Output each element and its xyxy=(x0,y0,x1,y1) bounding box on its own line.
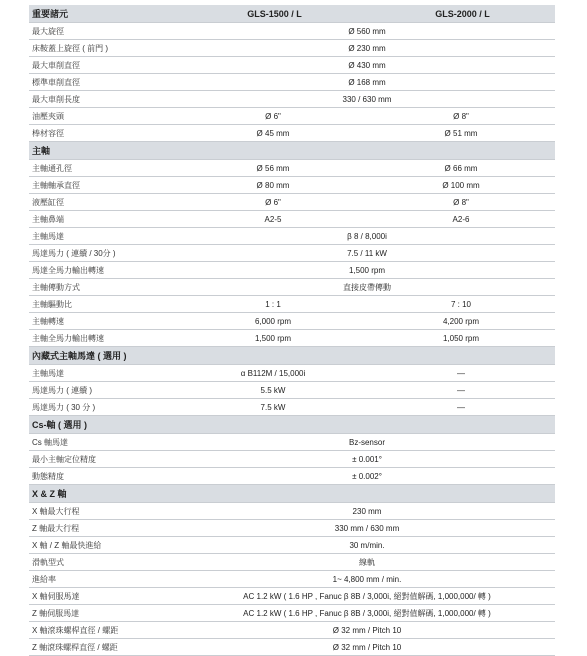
table-row xyxy=(29,588,555,605)
section-title: X & Z 軸 xyxy=(29,485,555,503)
section-header xyxy=(29,416,555,434)
spec-value-model-2: Ø 66 mm xyxy=(367,160,555,177)
spec-value-model-2: — xyxy=(367,399,555,416)
spec-label: Cs 軸馬達 xyxy=(29,434,179,451)
spec-value-model-1: Ø 6" xyxy=(179,108,367,125)
table-row xyxy=(29,520,555,537)
table-row xyxy=(29,622,555,639)
spec-value: 330 mm / 630 mm xyxy=(179,520,555,537)
section-header xyxy=(29,142,555,160)
table-row xyxy=(29,605,555,622)
spec-value: Ø 230 mm xyxy=(179,40,555,57)
spec-value: AC 1.2 kW ( 1.6 HP , Fanuc β 8B / 3,000i, 絕對值解碼, 1,000,000/ 轉 ) xyxy=(179,605,555,622)
spec-label: 馬達全馬力輸出轉速 xyxy=(29,262,179,279)
table-row xyxy=(29,503,555,520)
table-row xyxy=(29,434,555,451)
table-row xyxy=(29,639,555,656)
table-row xyxy=(29,571,555,588)
table-row xyxy=(29,330,555,347)
table-row xyxy=(29,554,555,571)
spec-value: Ø 560 mm xyxy=(179,23,555,40)
spec-label: X 軸最大行程 xyxy=(29,503,179,520)
header-label: 重要諸元 xyxy=(29,5,179,23)
spec-value-model-2: Ø 51 mm xyxy=(367,125,555,142)
spec-label: 床鞍蓋上旋徑 ( 前門 ) xyxy=(29,40,179,57)
spec-value: 1~ 4,800 mm / min. xyxy=(179,571,555,588)
table-row xyxy=(29,125,555,142)
table-row xyxy=(29,194,555,211)
spec-value: Ø 168 mm xyxy=(179,74,555,91)
spec-label: 主軸馬達 xyxy=(29,228,179,245)
spec-table xyxy=(29,5,555,656)
spec-table-body xyxy=(29,23,555,656)
header-model-1: GLS-1500 / L xyxy=(179,5,367,23)
spec-label: 最大旋徑 xyxy=(29,23,179,40)
spec-value-model-2: 1,050 rpm xyxy=(367,330,555,347)
spec-table-container xyxy=(29,5,555,656)
spec-label: 棒材容徑 xyxy=(29,125,179,142)
table-row xyxy=(29,382,555,399)
section-title: 主軸 xyxy=(29,142,555,160)
spec-label: 馬達馬力 ( 連續 ) xyxy=(29,382,179,399)
spec-value-model-1: A2-5 xyxy=(179,211,367,228)
spec-value-model-1: Ø 45 mm xyxy=(179,125,367,142)
spec-value-model-1: α B112M / 15,000i xyxy=(179,365,367,382)
table-row xyxy=(29,40,555,57)
spec-value: Ø 32 mm / Pitch 10 xyxy=(179,622,555,639)
section-title: 內藏式主軸馬達 ( 選用 ) xyxy=(29,347,555,365)
spec-label: 主軸傳動方式 xyxy=(29,279,179,296)
table-row xyxy=(29,177,555,194)
spec-label: 主軸通孔徑 xyxy=(29,160,179,177)
spec-label: 標準車削直徑 xyxy=(29,74,179,91)
spec-label: 油壓夾頭 xyxy=(29,108,179,125)
spec-value: ± 0.001° xyxy=(179,451,555,468)
spec-value-model-2: Ø 8" xyxy=(367,108,555,125)
spec-value-model-2: Ø 8" xyxy=(367,194,555,211)
spec-label: Z 軸最大行程 xyxy=(29,520,179,537)
spec-value-model-1: Ø 6" xyxy=(179,194,367,211)
spec-value-model-1: Ø 56 mm xyxy=(179,160,367,177)
spec-value-model-1: 1 : 1 xyxy=(179,296,367,313)
spec-label: 滑軌型式 xyxy=(29,554,179,571)
spec-value-model-1: 7.5 kW xyxy=(179,399,367,416)
spec-value-model-1: 1,500 rpm xyxy=(179,330,367,347)
spec-label: 進給率 xyxy=(29,571,179,588)
spec-value: 線軌 xyxy=(179,554,555,571)
spec-value: Bz-sensor xyxy=(179,434,555,451)
spec-label: 動態精度 xyxy=(29,468,179,485)
spec-label: 最小主軸定位精度 xyxy=(29,451,179,468)
spec-label: 最大車削直徑 xyxy=(29,57,179,74)
spec-value-model-2: — xyxy=(367,382,555,399)
spec-value-model-2: 7 : 10 xyxy=(367,296,555,313)
spec-label: 主軸軸承直徑 xyxy=(29,177,179,194)
table-row xyxy=(29,160,555,177)
spec-label: 主軸鼻端 xyxy=(29,211,179,228)
spec-value: 230 mm xyxy=(179,503,555,520)
header-model-2: GLS-2000 / L xyxy=(367,5,555,23)
spec-label: 馬達馬力 ( 30 分 ) xyxy=(29,399,179,416)
spec-value-model-2: Ø 100 mm xyxy=(367,177,555,194)
spec-value-model-1: 6,000 rpm xyxy=(179,313,367,330)
table-row xyxy=(29,399,555,416)
spec-value: 1,500 rpm xyxy=(179,262,555,279)
table-row xyxy=(29,262,555,279)
table-row xyxy=(29,211,555,228)
spec-value: 330 / 630 mm xyxy=(179,91,555,108)
header-row xyxy=(29,5,555,23)
table-row xyxy=(29,468,555,485)
spec-label: 主軸馬達 xyxy=(29,365,179,382)
spec-label: 液壓缸徑 xyxy=(29,194,179,211)
table-row xyxy=(29,537,555,554)
spec-value: Ø 430 mm xyxy=(179,57,555,74)
table-row xyxy=(29,245,555,262)
spec-label: 主軸轉速 xyxy=(29,313,179,330)
table-row xyxy=(29,74,555,91)
spec-label: X 軸滾珠螺桿直徑 / 螺距 xyxy=(29,622,179,639)
table-row xyxy=(29,91,555,108)
spec-label: 馬達馬力 ( 連續 / 30分 ) xyxy=(29,245,179,262)
spec-value: 7.5 / 11 kW xyxy=(179,245,555,262)
spec-label: 最大車削長度 xyxy=(29,91,179,108)
table-row xyxy=(29,108,555,125)
spec-label: Z 軸滾珠螺桿直徑 / 螺距 xyxy=(29,639,179,656)
table-row xyxy=(29,23,555,40)
table-row xyxy=(29,313,555,330)
section-header xyxy=(29,485,555,503)
spec-label: Z 軸伺服馬達 xyxy=(29,605,179,622)
spec-label: 主軸全馬力輸出轉速 xyxy=(29,330,179,347)
spec-value-model-1: Ø 80 mm xyxy=(179,177,367,194)
spec-value: ± 0.002° xyxy=(179,468,555,485)
section-title: Cs-軸 ( 選用 ) xyxy=(29,416,555,434)
spec-value-model-2: 4,200 rpm xyxy=(367,313,555,330)
spec-value: 直接皮帶傳動 xyxy=(179,279,555,296)
spec-value-model-2: A2-6 xyxy=(367,211,555,228)
section-header xyxy=(29,347,555,365)
table-row xyxy=(29,451,555,468)
spec-label: 主軸驅動比 xyxy=(29,296,179,313)
table-row xyxy=(29,57,555,74)
table-row xyxy=(29,228,555,245)
spec-label: X 軸 / Z 軸最快進給 xyxy=(29,537,179,554)
spec-value: Ø 32 mm / Pitch 10 xyxy=(179,639,555,656)
table-row xyxy=(29,365,555,382)
spec-value: AC 1.2 kW ( 1.6 HP , Fanuc β 8B / 3,000i, 絕對值解碼, 1,000,000/ 轉 ) xyxy=(179,588,555,605)
spec-label: X 軸伺服馬達 xyxy=(29,588,179,605)
spec-value: β 8 / 8,000i xyxy=(179,228,555,245)
spec-value-model-2: — xyxy=(367,365,555,382)
table-row xyxy=(29,296,555,313)
spec-value: 30 m/min. xyxy=(179,537,555,554)
spec-value-model-1: 5.5 kW xyxy=(179,382,367,399)
table-row xyxy=(29,279,555,296)
